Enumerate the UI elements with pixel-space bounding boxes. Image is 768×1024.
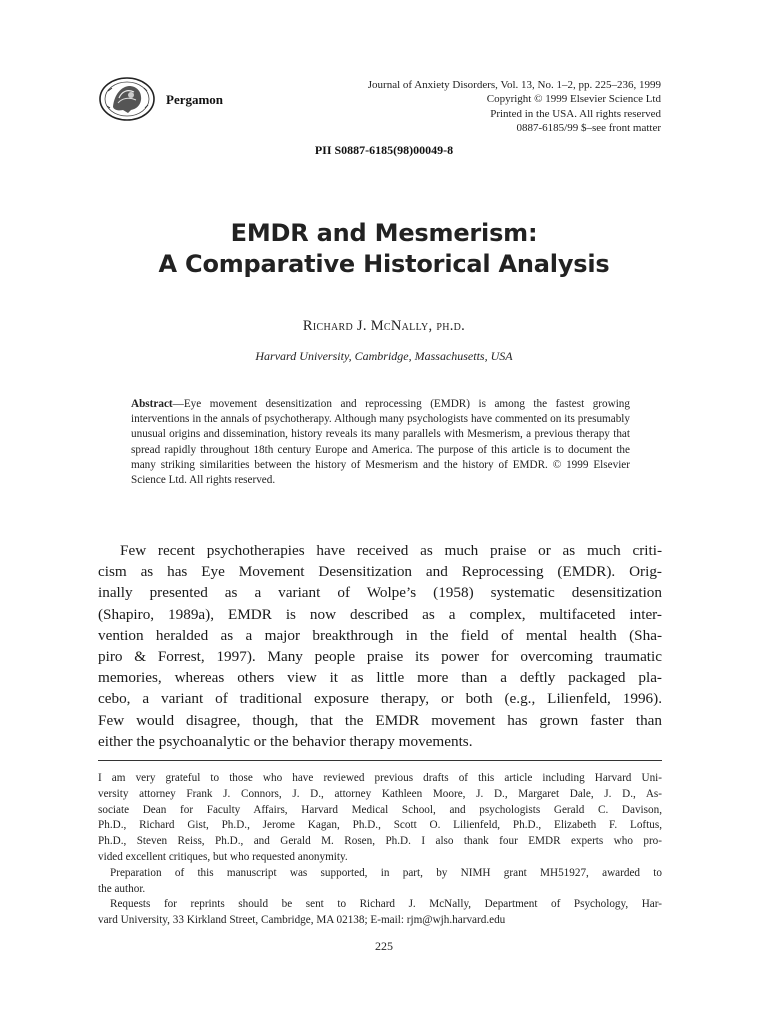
author-affiliation: Harvard University, Cambridge, Massachusetts, USA	[255, 349, 513, 363]
elsevier-tree-icon	[98, 76, 156, 122]
article-title	[0, 218, 768, 280]
footnote-line: sociate Dean for Faculty Affairs, Harvard Medical School, and psychologists Gerald C. Davison,	[98, 803, 662, 816]
abstract-text: —Eye movement desensitization and reprocessing (EMDR) is among the fastest growing interventions in the annals of psychotherapy. Although many psychologists have commented on its presumably unusual origins and dissemination, history reveals its many parallels with Mesmerism, a previous therapy that spread rapidly throughout 18th century Europe and America. The purpose of this article is to document the many striking similarities between the history of Mesmerism and the history of EMDR. © 1999 Elsevier Science Ltd. All rights reserved.	[131, 398, 630, 487]
footnote-line: vided excellent critiques, but who requested anonymity.	[98, 850, 348, 863]
pii-identifier: PII S0887-6185(98)00049-8	[314, 143, 454, 157]
author-name: Richard J. McNally, ph.d.	[302, 318, 466, 334]
footnote-line: I am very grateful to those who have reviewed previous drafts of this article including Harvard Uni-	[98, 772, 662, 784]
footnote-line: Requests for reprints should be sent to Richard J. McNally, Department of Psychology, Har-	[110, 898, 662, 911]
footnote-line: Ph.D., Richard Gist, Ph.D., Jerome Kagan, Ph.D., Scott O. Lilienfeld, Ph.D., Elizabeth F. Loftus,	[98, 819, 662, 832]
footnote-line: vard University, 33 Kirkland Street, Cambridge, MA 02138; E-mail: rjm@wjh.harvard.edu	[98, 914, 506, 927]
title-line: A Comparative Historical Analysis	[158, 250, 610, 278]
title-line: EMDR and Mesmerism:	[230, 219, 538, 247]
footnote-line: Ph.D., Steven Reiss, Ph.D., and Gerald M. Rosen, Ph.D. I also thank four EMDR experts who pro-	[98, 835, 662, 848]
publisher-name: Pergamon	[166, 92, 224, 107]
body-line: memories, whereas others view it as little more than a deftly packaged pla-	[98, 669, 662, 687]
body-line: either the psychoanalytic or the behavior therapy movements.	[98, 732, 473, 750]
footnote-line: the author.	[98, 882, 146, 895]
journal-citation	[368, 78, 661, 136]
body-line: Few recent psychotherapies have received as much praise or as much criti-	[120, 542, 662, 559]
body-line: vention heralded as a major breakthrough in the field of mental health (Sha-	[98, 626, 662, 644]
journal-line: Journal of Anxiety Disorders, Vol. 13, No. 1–2, pp. 225–236, 1999	[367, 79, 661, 91]
body-line: inally presented as a variant of Wolpe’s (1958) systematic desensitization	[98, 584, 662, 602]
journal-line: 0887-6185/99 $–see front matter	[516, 122, 661, 135]
body-line: (Shapiro, 1989a), EMDR is now described as a complex, multifaceted inter-	[98, 605, 662, 623]
body-line: cism as has Eye Movement Desensitization and Reprocessing (EMDR). Orig-	[98, 563, 662, 581]
body-line: piro & Forrest, 1997). Many people praise its power for overcoming traumatic	[98, 647, 662, 665]
journal-line: Copyright © 1999 Elsevier Science Ltd	[486, 93, 661, 106]
body-line: Few would disagree, though, that the EMDR movement has grown faster than	[98, 711, 662, 729]
footnotes	[98, 771, 662, 929]
journal-line: Printed in the USA. All rights reserved	[490, 107, 661, 120]
footnote-line: versity attorney Frank J. Connors, J. D., attorney Kathleen Moore, J. D., Margaret Dale, J. D., As-	[98, 787, 662, 800]
footnote-line: Preparation of this manuscript was supported, in part, by NIMH grant MH51927, awarded to	[110, 866, 662, 879]
page-number: 225	[375, 939, 393, 953]
abstract	[131, 397, 630, 488]
body-paragraph	[98, 540, 662, 752]
abstract-label: Abstract	[131, 398, 173, 410]
footnote-divider	[98, 760, 662, 761]
body-line: cebo, a variant of traditional exposure therapy, or both (e.g., Lilienfeld, 1996).	[98, 690, 662, 708]
